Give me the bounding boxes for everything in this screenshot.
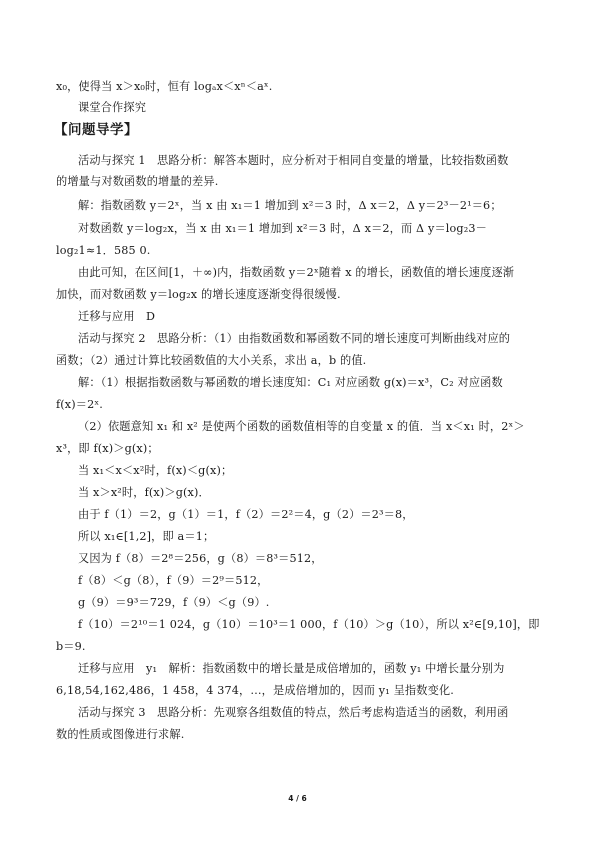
text-line: g（9）＝9³＝729，f（9）＜g（9）.: [78, 596, 270, 609]
text-line: x³，即 f(x)＞g(x)；: [56, 442, 159, 455]
section-subtitle: 课堂合作探究: [78, 101, 147, 114]
text-line: 由于 f（1）＝2，g（1）＝1，f（2）＝2²＝4，g（2）＝2³＝8，: [78, 508, 414, 521]
section-heading: 【问题导学】: [54, 122, 138, 138]
text-line: f（10）＝2¹⁰＝1 024，g（10）＝10³＝1 000，f（10）＞g（10），所以 x²∈[9,10]，即: [78, 618, 540, 631]
text-line: x₀，使得当 x＞x₀时，恒有 logₐx＜xⁿ＜aˣ.: [56, 80, 273, 93]
text-line: 活动与探究 3 思路分析：先观察各组数值的特点，然后考虑构造适当的函数，利用函: [78, 706, 509, 719]
text-line: 数的性质或图像进行求解.: [56, 728, 185, 741]
text-line: 对数函数 y＝log₂x，当 x 由 x₁＝1 增加到 x²＝3 时，Δ x＝2，而 Δ y＝log₂3－: [78, 222, 487, 235]
text-line: 6,18,54,162,486，1 458，4 374，…，是成倍增加的，因而 y₁ 呈指数变化.: [56, 684, 454, 697]
text-line: 当 x₁＜x＜x²时，f(x)＜g(x)；: [78, 464, 233, 477]
text-line: 的增量与对数函数的增量的差异.: [56, 175, 219, 188]
text-line: b＝9.: [56, 640, 86, 653]
text-line: 所以 x₁∈[1,2]，即 a＝1；: [78, 530, 215, 543]
text-line: 加快，而对数函数 y＝log₂x 的增长速度逐渐变得很缓慢.: [56, 288, 341, 301]
page-number: 4 / 6: [288, 794, 307, 803]
text-line: 活动与探究 2 思路分析：（1）由指数函数和幂函数不同的增长速度可判断曲线对应的: [78, 332, 511, 345]
text-line: 迁移与应用 D: [78, 310, 156, 323]
text-line: 当 x＞x²时，f(x)＞g(x)．: [78, 486, 210, 499]
text-line: f（8）＜g（8），f（9）＝2⁹＝512，: [78, 574, 269, 587]
text-line: 又因为 f（8）＝2⁸＝256，g（8）＝8³＝512，: [78, 552, 323, 565]
text-line: 函数；（2）通过计算比较函数值的大小关系，求出 a，b 的值.: [56, 354, 367, 367]
text-line: 解：指数函数 y＝2ˣ，当 x 由 x₁＝1 增加到 x²＝3 时，Δ x＝2，Δ y＝2³－2¹＝6；: [78, 199, 502, 212]
text-line: f(x)＝2ˣ.: [56, 398, 103, 411]
text-line: 由此可知，在区间[1，＋∞)内，指数函数 y＝2ˣ随着 x 的增长，函数值的增长速度逐渐: [78, 266, 515, 279]
text-line: 迁移与应用 y₁ 解析：指数函数中的增长量是成倍增加的，函数 y₁ 中增长量分别为: [78, 662, 505, 675]
text-line: 活动与探究 1 思路分析：解答本题时，应分析对于相同自变量的增量，比较指数函数: [78, 154, 509, 167]
text-line: （2）依题意知 x₁ 和 x² 是使两个函数的函数值相等的自变量 x 的值．当 x＜x₁ 时，2ˣ＞: [78, 420, 525, 433]
text-line: log₂1≈1．585 0.: [56, 244, 151, 257]
text-line: 解：（1）根据指数函数与幂函数的增长速度知：C₁ 对应函数 g(x)＝x³，C₂ 对应函数: [78, 376, 503, 389]
